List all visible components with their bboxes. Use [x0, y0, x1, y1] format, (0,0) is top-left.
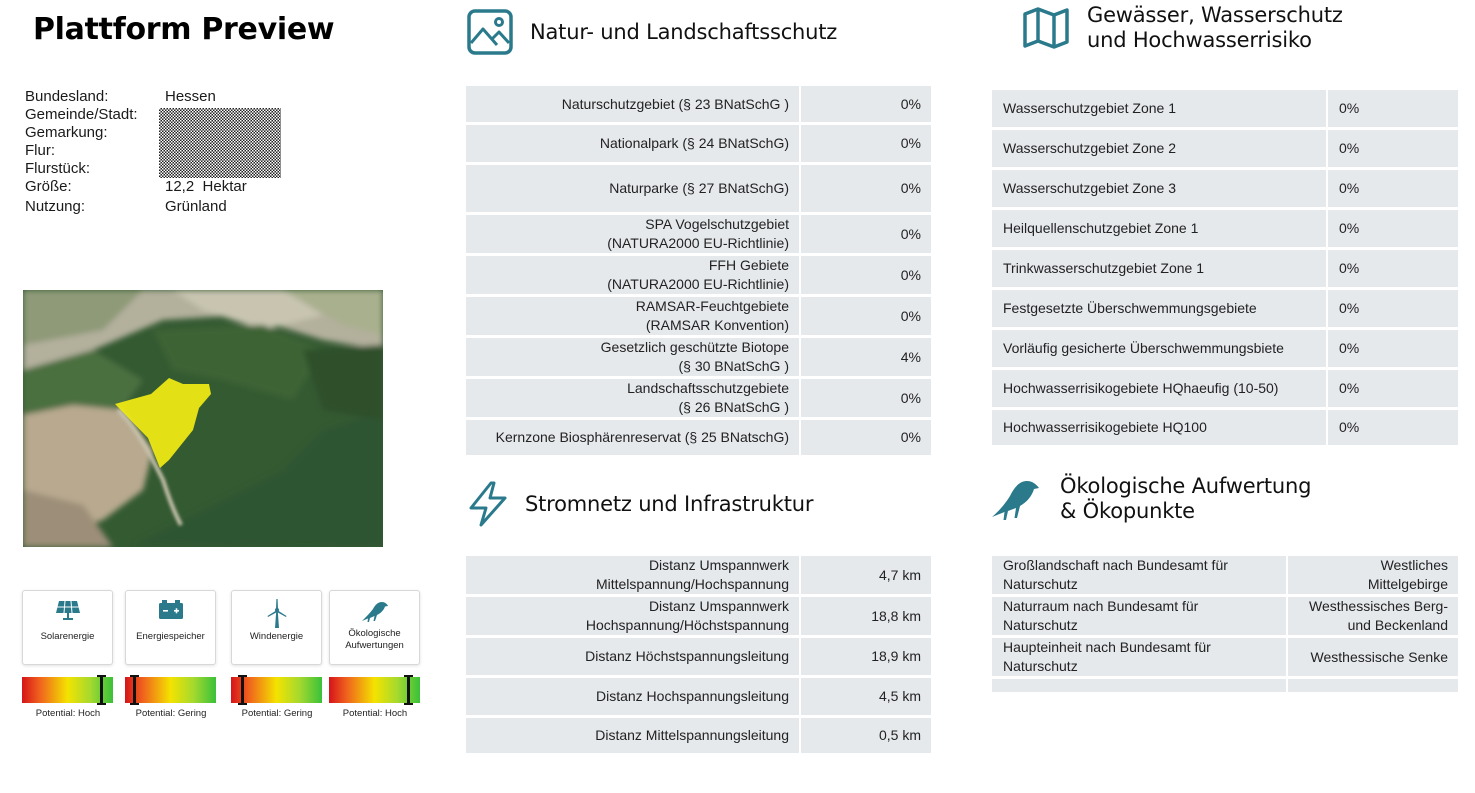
natur-table [466, 86, 931, 458]
row-value: Westhessisches Berg- und Beckenland [1288, 597, 1458, 638]
row-name: Vorläufig gesicherte Überschwemmungsbiete [992, 330, 1328, 370]
image-frame-icon [466, 8, 514, 56]
potential-oeko[interactable] [329, 590, 421, 719]
row-value: 0% [801, 165, 931, 215]
tile-label: Energiespeicher [136, 631, 205, 642]
bird-icon [990, 476, 1042, 522]
info-row-bundesland: Bundesland: Hessen [25, 88, 216, 105]
row-value: 0% [801, 215, 931, 256]
wasser-title: Gewässer, Wasserschutz und Hochwasserrisiko [1087, 3, 1343, 52]
row-name: SPA Vogelschutzgebiet (NATURA2000 EU-Richtlinie) [466, 215, 801, 256]
tile-label: Ökologische Aufwertungen [345, 628, 404, 651]
info-row-flur: Flur: [25, 142, 55, 159]
row-value: 0% [801, 256, 931, 297]
row-name: FFH Gebiete (NATURA2000 EU-Richtlinie) [466, 256, 801, 297]
table-row [466, 597, 931, 638]
potential-wind[interactable] [231, 590, 323, 719]
row-value [1288, 679, 1458, 695]
potential-label: Potential: Gering [135, 708, 207, 719]
oeko-table [992, 556, 1458, 695]
row-name: Haupteinheit nach Bundesamt für Naturschutz [992, 638, 1288, 679]
gauge-marker [407, 675, 410, 705]
info-row-gemarkung: Gemarkung: [25, 124, 108, 141]
wasser-table [992, 90, 1458, 448]
tile-storage[interactable] [125, 590, 216, 665]
map-icon [1022, 6, 1070, 50]
row-name: Landschaftsschutzgebiete (§ 26 BNatSchG ) [466, 379, 801, 420]
row-name: Heilquellenschutzgebiet Zone 1 [992, 210, 1328, 250]
row-value: Westliches Mittelgebirge [1288, 556, 1458, 597]
row-value: 0,5 km [801, 718, 931, 756]
table-row [992, 170, 1458, 210]
row-name: Nationalpark (§ 24 BNatSchG) [466, 125, 801, 165]
strom-table [466, 556, 931, 756]
row-name: Naturparke (§ 27 BNatSchG) [466, 165, 801, 215]
potential-gauge [22, 677, 113, 703]
row-value: 0% [1328, 290, 1458, 330]
table-row [466, 420, 931, 458]
table-row [992, 370, 1458, 410]
table-row [992, 556, 1458, 597]
row-name: Gesetzlich geschützte Biotope (§ 30 BNatSchG ) [466, 338, 801, 379]
row-name [992, 679, 1288, 695]
row-value: 0% [1328, 210, 1458, 250]
row-name: Distanz Hochspannungsleitung [466, 678, 801, 718]
row-value: 4% [801, 338, 931, 379]
solar-panel-icon [55, 599, 81, 621]
gauge-marker [100, 675, 103, 705]
strom-header [466, 480, 813, 528]
battery-icon [158, 599, 184, 621]
table-row [466, 165, 931, 215]
potential-solar[interactable] [22, 590, 114, 719]
row-name: Distanz Höchstspannungsleitung [466, 638, 801, 678]
row-value: 0% [801, 125, 931, 165]
row-name: Trinkwasserschutzgebiet Zone 1 [992, 250, 1328, 290]
table-row [992, 250, 1458, 290]
tile-label: Windenergie [249, 631, 304, 642]
row-value: 0% [1328, 90, 1458, 130]
potential-gauge [231, 677, 322, 703]
info-row-gemeinde: Gemeinde/Stadt: [25, 106, 138, 123]
row-value: 0% [1328, 370, 1458, 410]
wind-turbine-icon [264, 599, 290, 629]
table-row [992, 330, 1458, 370]
row-value: 4,5 km [801, 678, 931, 718]
table-row [466, 638, 931, 678]
table-row [992, 290, 1458, 330]
row-name: Kernzone Biosphärenreservat (§ 25 BNatschG) [466, 420, 801, 458]
tile-solar[interactable] [22, 590, 113, 665]
row-name: Distanz Umspannwerk Hochspannung/Höchstspannung [466, 597, 801, 638]
row-value: 18,8 km [801, 597, 931, 638]
row-value: 0% [1328, 130, 1458, 170]
row-value: 0% [801, 379, 931, 420]
natur-header [466, 8, 837, 56]
natur-title: Natur- und Landschaftsschutz [530, 19, 838, 44]
row-name: RAMSAR-Feuchtgebiete (RAMSAR Konvention) [466, 297, 801, 338]
row-value: 0% [801, 86, 931, 125]
tile-wind[interactable] [231, 590, 322, 665]
table-row [466, 86, 931, 125]
row-name: Naturraum nach Bundesamt für Naturschutz [992, 597, 1288, 638]
info-row-nutzung: Nutzung: Grünland [25, 198, 227, 215]
row-name: Naturschutzgebiet (§ 23 BNatSchG ) [466, 86, 801, 125]
info-row-groesse: Größe: 12,2 Hektar [25, 178, 247, 195]
potential-gauge [125, 677, 216, 703]
row-value: 0% [801, 420, 931, 458]
table-row [992, 130, 1458, 170]
redacted-area [159, 108, 281, 178]
bird-icon [360, 599, 390, 623]
row-value: Westhessische Senke [1288, 638, 1458, 679]
potential-label: Potential: Gering [241, 708, 313, 719]
table-row [466, 556, 931, 597]
row-name: Wasserschutzgebiet Zone 1 [992, 90, 1328, 130]
tile-oeko[interactable] [329, 590, 420, 665]
table-row [992, 410, 1458, 448]
row-name: Distanz Umspannwerk Mittelspannung/Hochspannung [466, 556, 801, 597]
row-name: Festgesetzte Überschwemmungsgebiete [992, 290, 1328, 330]
gauge-marker [241, 675, 244, 705]
row-value: 0% [1328, 410, 1458, 448]
table-row [466, 256, 931, 297]
row-name: Hochwasserrisikogebiete HQ100 [992, 410, 1328, 448]
table-row [466, 215, 931, 256]
row-name: Hochwasserrisikogebiete HQhaeufig (10-50) [992, 370, 1328, 410]
lightning-icon [466, 480, 510, 528]
potential-label: Potential: Hoch [342, 708, 408, 719]
row-value: 0% [1328, 170, 1458, 210]
table-row [992, 90, 1458, 130]
row-value: 0% [1328, 330, 1458, 370]
wasser-header [1022, 3, 1343, 53]
row-value: 4,7 km [801, 556, 931, 597]
row-name: Großlandschaft nach Bundesamt für Naturschutz [992, 556, 1288, 597]
table-row [466, 379, 931, 420]
row-name: Distanz Mittelspannungsleitung [466, 718, 801, 756]
tile-label: Solarenergie [40, 631, 95, 642]
oeko-header [990, 474, 1311, 524]
row-name: Wasserschutzgebiet Zone 2 [992, 130, 1328, 170]
potential-label: Potential: Hoch [35, 708, 101, 719]
table-row [992, 597, 1458, 638]
table-row [992, 210, 1458, 250]
row-value: 18,9 km [801, 638, 931, 678]
row-name: Wasserschutzgebiet Zone 3 [992, 170, 1328, 210]
potential-gauge [329, 677, 420, 703]
table-row [466, 338, 931, 379]
table-row [466, 297, 931, 338]
table-row [992, 679, 1458, 695]
table-row [466, 678, 931, 718]
gauge-marker [133, 675, 136, 705]
row-value: 0% [801, 297, 931, 338]
row-value: 0% [1328, 250, 1458, 290]
table-row [466, 718, 931, 756]
strom-title: Stromnetz und Infrastruktur [525, 491, 814, 516]
info-row-flurstueck: Flurstück: [25, 160, 91, 177]
table-row [466, 125, 931, 165]
satellite-map[interactable] [23, 290, 383, 547]
satellite-image [23, 290, 383, 547]
table-row [992, 638, 1458, 679]
potential-storage[interactable] [125, 590, 217, 719]
page-title: Plattform Preview [33, 12, 335, 47]
oeko-title: Ökologische Aufwertung & Ökopunkte [1060, 474, 1312, 523]
